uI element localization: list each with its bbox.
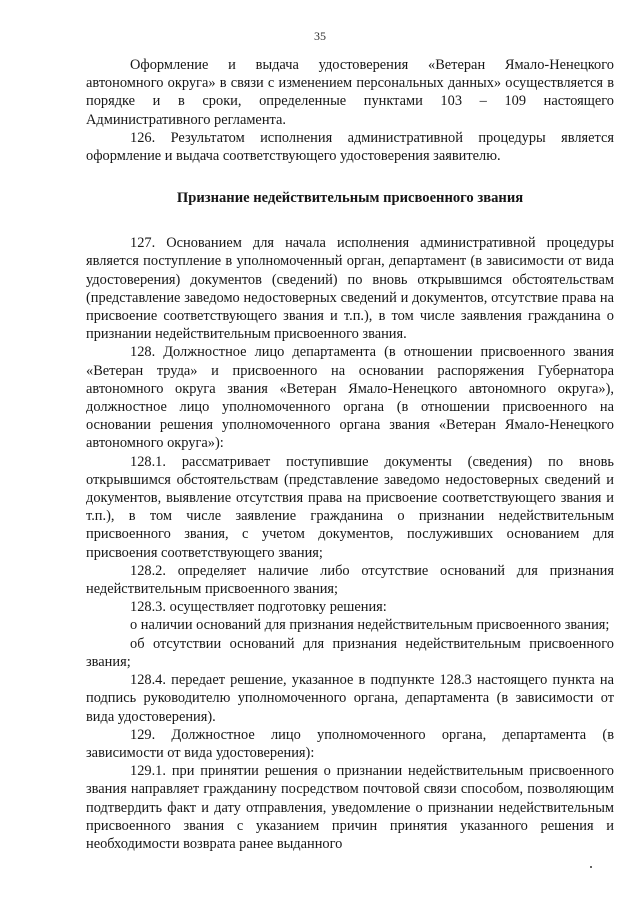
- paragraph-129: 129. Должностное лицо уполномоченного органа, департамента (в зависимости от вида удостоверения):: [86, 726, 614, 761]
- paragraph-128: 128. Должностное лицо департамента (в отношении присвоенного звания «Ветеран труда» и присвоенного на основании распоряжения Губернатора автономного округа звания «Ветеран Ямало-Ненецкого автономного округа»), должностное лицо уполномоченного органа (в отношении присвоенного на основании решения уполномоченного органа звания «Ветеран Ямало-Ненецкого автономного округа»):: [86, 344, 614, 452]
- paragraph-128-1: 128.1. рассматривает поступившие документы (сведения) по вновь открывшимся обстоятельствам (представление заведомо недостоверных сведений и документов, выявление отсутствия права на присвоение соответствующего звания и т.п.), в том числе заявление гражданина о признании недействительным присвоенного звания, с учетом документов, послуживших основанием для присвоения соответствующего звания;: [86, 453, 614, 561]
- paragraph-128-2: 128.2. определяет наличие либо отсутствие оснований для признания недействительным присвоенного звания;: [86, 562, 614, 598]
- paragraph-128-4: 128.4. передает решение, указанное в подпункте 128.3 настоящего пункта на подпись руководителю уполномоченного органа, департамента (в зависимости от вида удостоверения).: [86, 672, 614, 725]
- section-heading: Признание недействительным присвоенного звания: [176, 190, 524, 207]
- page-number: 35: [314, 29, 326, 43]
- paragraph-128-3-option-yes: о наличии оснований для признания недействительным присвоенного звания;: [130, 617, 610, 634]
- paragraph-126: 126. Результатом исполнения административной процедуры является оформление и выдача соответствующего удостоверения заявителю.: [86, 129, 614, 165]
- paragraph-128-3: 128.3. осуществляет подготовку решения:: [130, 599, 387, 616]
- paragraph-registration-procedure: Оформление и выдача удостоверения «Ветеран Ямало-Ненецкого автономного округа» в связи с изменением персональных данных» осуществляется в порядке и в сроки, определенные пунктами 103 – 109 настоящего Административного регламента.: [86, 57, 614, 128]
- paragraph-127: 127. Основанием для начала исполнения административной процедуры является поступление в уполномоченный орган, департамент (в зависимости от вида удостоверения) документов (сведений) по вновь открывшимся обстоятельствам (представление заведомо недостоверных сведений и документов, отсутствие права на присвоение соответствующего звания и т.п.), в том числе заявления гражданина о признании недействительным присвоенного звания.: [86, 235, 614, 343]
- scan-dot-mark: [590, 866, 592, 868]
- paragraph-129-1: 129.1. при принятии решения о признании недействительным присвоенного звания направляет гражданину посредством почтовой связи способом, позволяющим подтвердить факт и дату отправления, уведомление о признании недействительным присвоенного звания с указанием причин принятия указанного решения и необходимости возврата ранее выданного: [86, 763, 614, 852]
- paragraph-128-3-option-no: об отсутствии оснований для признания недействительным присвоенного звания;: [86, 635, 614, 670]
- document-body: [86, 56, 614, 853]
